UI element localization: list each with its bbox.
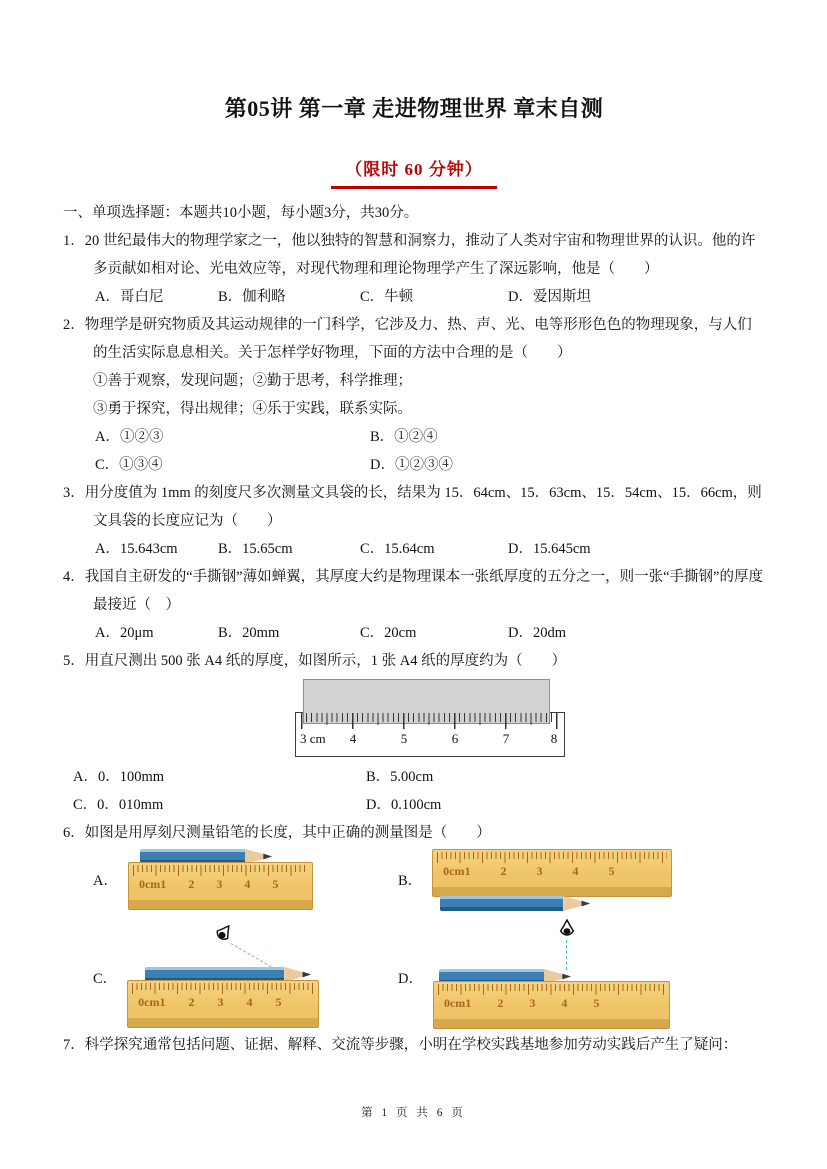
question-number: 4． [63, 569, 85, 585]
sub-item-line: ①善于观察，发现问题；②勤于思考，科学推理； [93, 373, 412, 389]
question-stem: 2．物理学是研究物质及其运动规律的一门科学，它涉及力、热、声、光、电等形形色色的物理现象，与人们的生活实际息息相关。关于怎样学好物理，下面的方法中合理的是（ ） [63, 317, 752, 361]
question-number: 3． [63, 485, 85, 501]
section-heading: 一、单项选择题：本题共10小题，每小题3分，共30分。 [63, 205, 419, 221]
time-limit-wrap [63, 158, 765, 189]
option-a: A．0．100mm [73, 769, 165, 785]
option-d: D．15.645cm [508, 541, 591, 557]
options-row [73, 763, 765, 791]
option-d: D．爱因斯坦 [508, 289, 591, 305]
measurement-diagram-c [127, 923, 319, 1027]
ruler-label: 3 cm [300, 731, 326, 746]
option-a: A．哥白尼 [95, 289, 164, 305]
question-stem: 5．用直尺测出 500 张 A4 纸的厚度，如图所示，1 张 A4 纸的厚度约为（ ） [63, 653, 567, 669]
question-5 [63, 647, 765, 819]
option-c: C．0．010mm [73, 797, 164, 813]
options-row [95, 283, 765, 311]
question-7 [63, 1031, 765, 1059]
question-number: 1． [63, 233, 85, 249]
question-3 [63, 479, 765, 563]
yellow-ruler [127, 980, 319, 1028]
pencil-tip [563, 896, 590, 911]
question-1 [63, 227, 765, 311]
figure-pencil-rulers [93, 849, 765, 1027]
option-b: B．15.65cm [218, 541, 293, 557]
question-6 [63, 819, 765, 1027]
yellow-ruler [433, 981, 670, 1029]
measurement-diagram-b [432, 849, 672, 913]
option-a: A．15.643cm [95, 541, 178, 557]
ruler-tick-band [132, 983, 314, 994]
question-number: 7． [63, 1037, 85, 1053]
ruler-scale: 0cm1 2 3 4 5 [443, 864, 615, 878]
option-c: C．15.64cm [360, 541, 435, 557]
ruler-scale: 0cm1 2 3 4 5 [138, 877, 279, 891]
figure-option-c [93, 919, 398, 1027]
page-title: 第05讲 第一章 走进物理世界 章末自测 [224, 96, 604, 121]
ruler-label: 5 [400, 731, 408, 746]
ruler-label: 8 [550, 731, 558, 746]
question-number: 2． [63, 317, 85, 333]
question-number: 5． [63, 653, 85, 669]
measurement-diagram-d [433, 919, 670, 1027]
question-number: 6． [63, 825, 85, 841]
option-b: B．①②④ [370, 429, 438, 445]
sub-item-line: ③勇于探究，得出规律；④乐于实践，联系实际。 [93, 401, 412, 417]
eye-icon [557, 919, 577, 941]
option-c: C．①③④ [95, 457, 163, 473]
measurement-diagram-a [128, 849, 313, 913]
option-c: C．牛顿 [360, 289, 414, 305]
figure-option-b [398, 849, 765, 913]
page-content [63, 0, 765, 1059]
page-footer: 第 1 页 共 6 页 [361, 1107, 466, 1119]
question-stem: 7．科学探究通常包括问题、证据、解释、交流等步骤，小明在学校实践基地参加劳动实践后产生了疑问： [63, 1037, 738, 1053]
option-a: A．20μm [95, 625, 154, 641]
option-d: D．0.100cm [366, 797, 442, 813]
yellow-ruler [432, 849, 672, 897]
figure-paper-ruler [295, 679, 565, 759]
options-row [95, 535, 765, 563]
option-b: B．5.00cm [366, 769, 434, 785]
option-b: B．伽利略 [218, 289, 286, 305]
ruler-tick-band [301, 713, 559, 729]
ruler-label: 4 [349, 731, 357, 746]
figure-option-label: B． [398, 873, 423, 889]
question-stem: 1．20 世纪最伟大的物理学家之一，他以独特的智慧和洞察力，推动了人类对宇宙和物理世界的认识。他的许多贡献如相对论、光电效应等，对现代物理和理论物理学产生了深远影响，他是（ ） [63, 233, 756, 277]
question-2 [63, 311, 765, 479]
pencil [440, 896, 590, 911]
ruler-label: 6 [451, 731, 459, 746]
figure-option-a [93, 849, 398, 913]
figure-option-label: A． [93, 873, 118, 889]
option-a: A．①②③ [95, 429, 164, 445]
time-limit-badge: （限时 60 分钟） [331, 158, 497, 189]
sight-line [566, 940, 567, 970]
figure-option-label: C． [93, 971, 118, 987]
white-ruler [295, 712, 565, 757]
question-stem: 4．我国自主研发的“手撕钢”薄如蝉翼，其厚度大约是物理课本一张纸厚度的五分之一，则一张“手撕钢”的厚度最接近（ ） [63, 569, 763, 613]
options-row [95, 451, 765, 479]
option-d: D．①②③④ [370, 457, 453, 473]
ruler-tick-band [438, 984, 665, 995]
question-stem: 6．如图是用厚刻尺测量铅笔的长度，其中正确的测量图是（ ） [63, 825, 491, 841]
option-b: B．20mm [218, 625, 280, 641]
option-d: D．20dm [508, 625, 566, 641]
ruler-tick-band [437, 852, 667, 863]
yellow-ruler [128, 862, 313, 910]
figure-option-label: D． [398, 971, 423, 987]
options-row [73, 791, 765, 819]
question-stem: 3．用分度值为 1mm 的刻度尺多次测量文具袋的长，结果为 15．64cm、15．63cm、15．54cm、15．66cm，则文具袋的长度应记为（ ） [63, 485, 762, 529]
question-4 [63, 563, 765, 647]
figure-option-d [398, 919, 765, 1027]
ruler-label: 7 [502, 731, 510, 746]
option-c: C．20cm [360, 625, 417, 641]
ruler-scale: 0cm1 2 3 4 5 [443, 996, 600, 1010]
ruler-scale: 0cm1 2 3 4 5 [138, 995, 282, 1009]
options-row [95, 423, 765, 451]
options-row [95, 619, 765, 647]
ruler-tick-band [133, 865, 308, 876]
